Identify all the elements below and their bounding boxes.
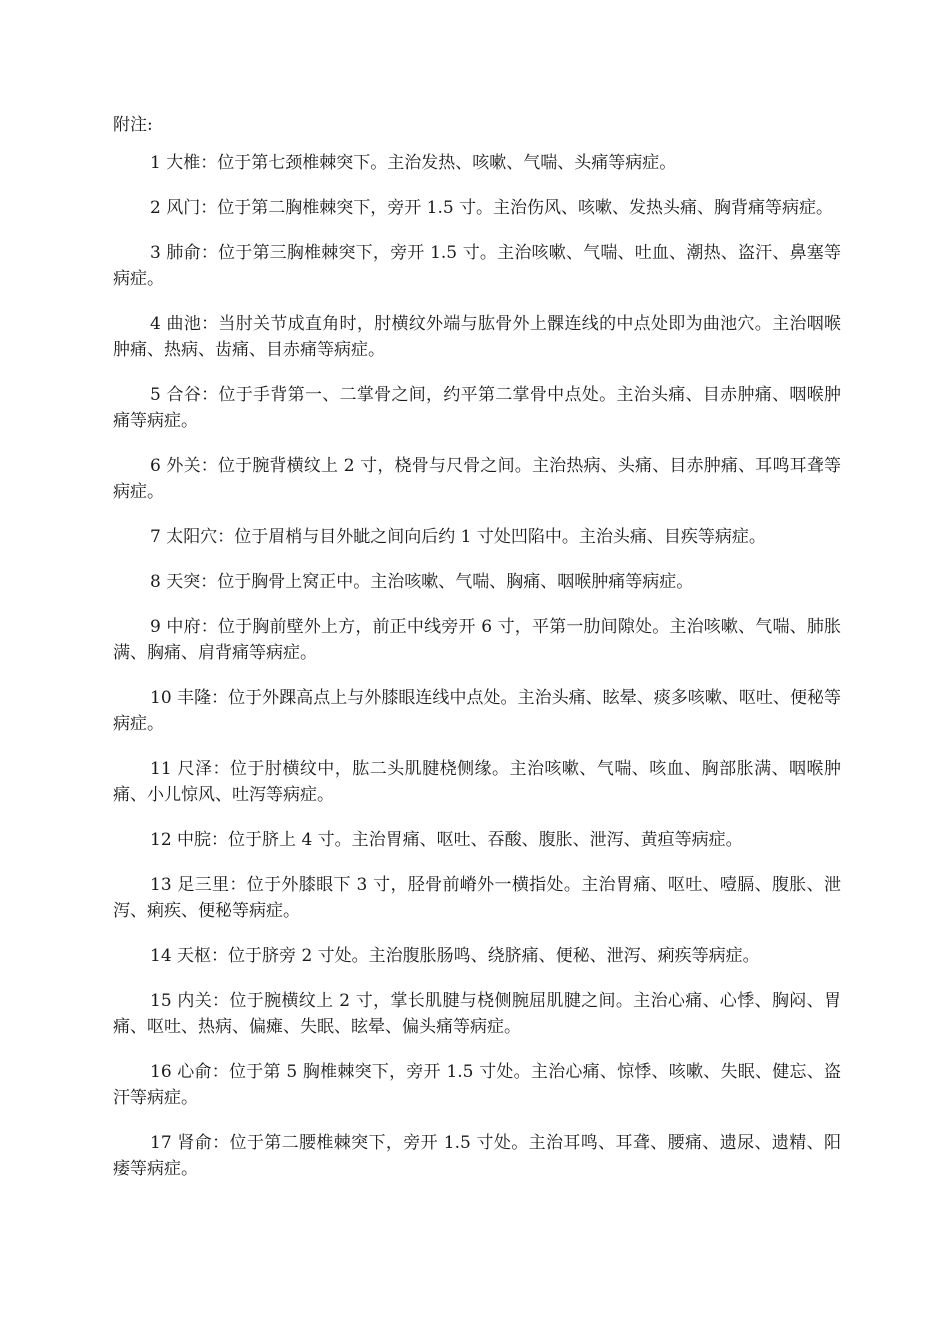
acupoint-entry: 3 肺俞：位于第三胸椎棘突下，旁开 1.5 寸。主治咳嗽、气喘、吐血、潮热、盗汗、鼻塞等病症。	[113, 243, 841, 289]
acupoint-entry: 13 足三里：位于外膝眼下 3 寸，胫骨前嵴外一横指处。主治胃痛、呕吐、噎膈、腹胀、泄泻、痢疾、便秘等病症。	[113, 875, 841, 921]
acupoint-entry: 4 曲池：当肘关节成直角时，肘横纹外端与肱骨外上髁连线的中点处即为曲池穴。主治咽喉肿痛、热病、齿痛、目赤痛等病症。	[113, 314, 841, 360]
acupoint-entry: 10 丰隆：位于外踝高点上与外膝眼连线中点处。主治头痛、眩晕、痰多咳嗽、呕吐、便秘等病症。	[113, 688, 841, 734]
acupoint-entry: 11 尺泽：位于肘横纹中，肱二头肌腱桡侧缘。主治咳嗽、气喘、咳血、胸部胀满、咽喉肿痛、小儿惊风、吐泻等病症。	[113, 759, 841, 805]
acupoint-entry: 5 合谷：位于手背第一、二掌骨之间，约平第二掌骨中点处。主治头痛、目赤肿痛、咽喉肿痛等病症。	[113, 385, 841, 431]
acupoint-list	[113, 150, 841, 1201]
notes-heading: 附注:	[113, 115, 153, 135]
acupoint-entry: 9 中府：位于胸前壁外上方，前正中线旁开 6 寸，平第一肋间隙处。主治咳嗽、气喘、肺胀满、胸痛、肩背痛等病症。	[113, 617, 841, 663]
acupoint-entry: 6 外关：位于腕背横纹上 2 寸，桡骨与尺骨之间。主治热病、头痛、目赤肿痛、耳鸣耳聋等病症。	[113, 456, 841, 502]
acupoint-entry: 16 心俞：位于第 5 胸椎棘突下，旁开 1.5 寸处。主治心痛、惊悸、咳嗽、失眠、健忘、盗汗等病症。	[113, 1062, 841, 1108]
acupoint-entry: 15 内关：位于腕横纹上 2 寸，掌长肌腱与桡侧腕屈肌腱之间。主治心痛、心悸、胸闷、胃痛、呕吐、热病、偏瘫、失眠、眩晕、偏头痛等病症。	[113, 991, 841, 1037]
acupoint-entry: 14 天枢：位于脐旁 2 寸处。主治腹胀肠鸣、绕脐痛、便秘、泄泻、痢疾等病症。	[150, 946, 760, 966]
acupoint-entry: 17 肾俞：位于第二腰椎棘突下，旁开 1.5 寸处。主治耳鸣、耳聋、腰痛、遗尿、遗精、阳痿等病症。	[113, 1133, 841, 1179]
acupoint-entry: 12 中脘：位于脐上 4 寸。主治胃痛、呕吐、吞酸、腹胀、泄泻、黄疸等病症。	[150, 830, 743, 850]
acupoint-entry: 2 风门：位于第二胸椎棘突下，旁开 1.5 寸。主治伤风、咳嗽、发热头痛、胸背痛等病症。	[150, 198, 834, 218]
acupoint-entry: 1 大椎：位于第七颈椎棘突下。主治发热、咳嗽、气喘、头痛等病症。	[150, 153, 677, 173]
acupoint-entry: 8 天突：位于胸骨上窝正中。主治咳嗽、气喘、胸痛、咽喉肿痛等病症。	[150, 572, 694, 592]
acupoint-entry: 7 太阳穴：位于眉梢与目外眦之间向后约 1 寸处凹陷中。主治头痛、目疾等病症。	[150, 527, 766, 547]
